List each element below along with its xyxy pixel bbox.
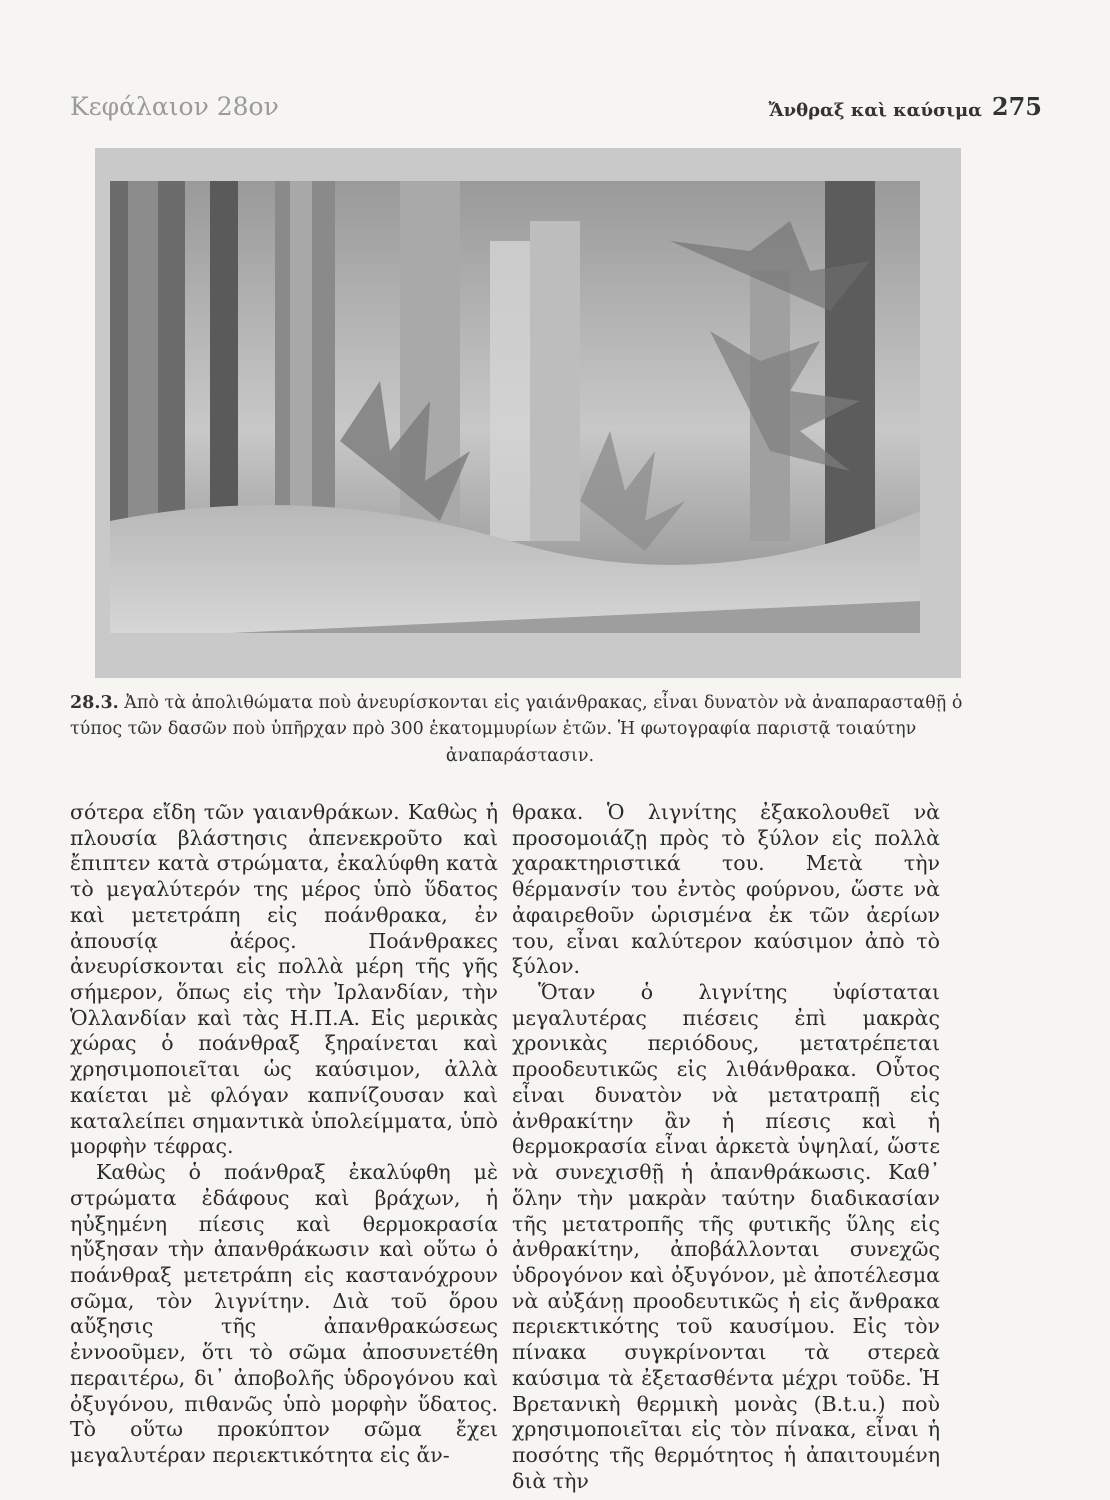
paragraph: σότερα εἴδη τῶν γαιανθράκων. Καθὼς ἡ πλουσία βλάστησις ἀπενεκροῦτο καὶ ἔπιπτεν κατὰ στρώματα, ἐκαλύφθη κατὰ τὸ μεγαλύτερόν της μέρος ὑπὸ ὕδατος καὶ μετετράπη εἰς ποάνθρακα, ἐν ἀπουσίᾳ ἀέρος. Ποάνθρακες ἀνευρίσκονται εἰς πολλὰ μέρη τῆς γῆς σήμερον, ὅπως εἰς τὴν Ἰρλανδίαν, τὴν Ὁλλανδίαν καὶ τὰς Η.Π.Α. Εἰς μερικὰς χώρας ὁ ποάνθραξ ξηραίνεται καὶ χρησιμοποιεῖται ὡς καύσιμον, ἀλλὰ καίεται μὲ φλόγαν καπνίζουσαν καὶ καταλείπει σημαντικὰ ὑπολείμματα, ὑπὸ μορφὴν τέφρας. <box>70 800 498 1159</box>
right-column <box>512 800 940 1494</box>
chapter-label: Κεφάλαιον 28ον <box>70 92 279 121</box>
caption-number: 28.3. <box>70 693 119 713</box>
figure-frame <box>95 148 961 678</box>
paragraph: θρακα. Ὁ λιγνίτης ἐξακολουθεῖ νὰ προσομοιάζῃ πρὸς τὸ ξύλον εἰς πολλὰ χαρακτηριστικά του. Μετὰ τὴν θέρμανσίν του ἐντὸς φούρνου, ὥστε νὰ ἀφαιρεθοῦν ὡρισμένα ἐκ τῶν ἀερίων του, εἶναι καλύτερον καύσιμον ἀπὸ τὸ ξύλον. <box>512 800 940 979</box>
figure-caption <box>70 690 970 769</box>
page-header <box>70 92 1042 132</box>
caption-line: ἀναπαράστασιν. <box>445 745 595 766</box>
left-column <box>70 800 498 1469</box>
paragraph: Καθὼς ὁ ποάνθραξ ἐκαλύφθη μὲ στρώματα ἐδάφους καὶ βράχων, ἡ ηὐξημένη πίεσις καὶ θερμοκρασία ηὔξησαν τὴν ἀπανθράκωσιν καὶ οὕτω ὁ ποάνθραξ μετετράπη εἰς καστανόχρουν σῶμα, τὸν λιγνίτην. Διὰ τοῦ ὅρου αὔξησις τῆς ἀπανθρακώσεως ἐννοοῦμεν, ὅτι τὸ σῶμα ἀποσυνετέθη περαιτέρω, δι᾽ ἀποβολῆς ὑδρογόνου καὶ ὀξυγόνου, πιθανῶς ὑπὸ μορφὴν ὕδατος. Τὸ οὕτω προκύπτον σῶμα ἔχει μεγαλυτέραν περιεκτικότητα εἰς ἄν- <box>70 1160 498 1467</box>
paragraph: Ὅταν ὁ λιγνίτης ὑφίσταται μεγαλυτέρας πιέσεις ἐπὶ μακρὰς χρονικὰς περιόδους, μετατρέπεται προοδευτικῶς εἰς λιθάνθρακα. Οὗτος εἶναι δυνατὸν νὰ μετατραπῇ εἰς ἀνθρακίτην ἂν ἡ πίεσις καὶ ἡ θερμοκρασία εἶναι ἀρκετὰ ὑψηλαί, ὥστε νὰ συνεχισθῇ ἡ ἀπανθράκωσις. Καθ᾽ ὅλην τὴν μακρὰν ταύτην διαδικασίαν τῆς μετατροπῆς τῆς φυτικῆς ὕλης εἰς ἀνθρακίτην, ἀποβάλλονται συνεχῶς ὑδρογόνον καὶ ὀξυγόνον, μὲ ἀποτέλεσμα νὰ αὐξάνῃ προοδευτικῶς ἡ εἰς ἄνθρακα περιεκτικότης τοῦ καυσίμου. Εἰς τὸν πίνακα συγκρίνονται τὰ στερεὰ καύσιμα τὰ ἐξετασθέντα μέχρι τοῦδε. Ἡ Βρετανικὴ θερμικὴ μονὰς (B.t.u.) ποὺ χρησιμοποιεῖται εἰς τὸν πίνακα, εἶναι ἡ ποσότης τῆς θερμότητος ἡ ἀπαιτουμένη διὰ τὴν <box>512 980 940 1493</box>
forest-photo <box>110 181 920 633</box>
caption-line: Ἀπὸ τὰ ἀπολιθώματα ποὺ ἀνευρίσκονται εἰς γαιάνθρακας, εἶναι δυνατὸν νὰ ἀναπαρασταθῇ <box>124 693 947 713</box>
forest-illustration <box>110 181 920 633</box>
running-title: Ἄνθραξ καὶ καύσιμα <box>768 100 982 121</box>
caption-line: ὁ τύπος τῶν δασῶν ποὺ ὑπῆρχαν πρὸ 300 ἑκατομμυρίων ἐτῶν. Ἡ φωτογραφία παριστᾷ τοιαύτην <box>70 693 963 740</box>
page-number: 275 <box>991 92 1042 121</box>
